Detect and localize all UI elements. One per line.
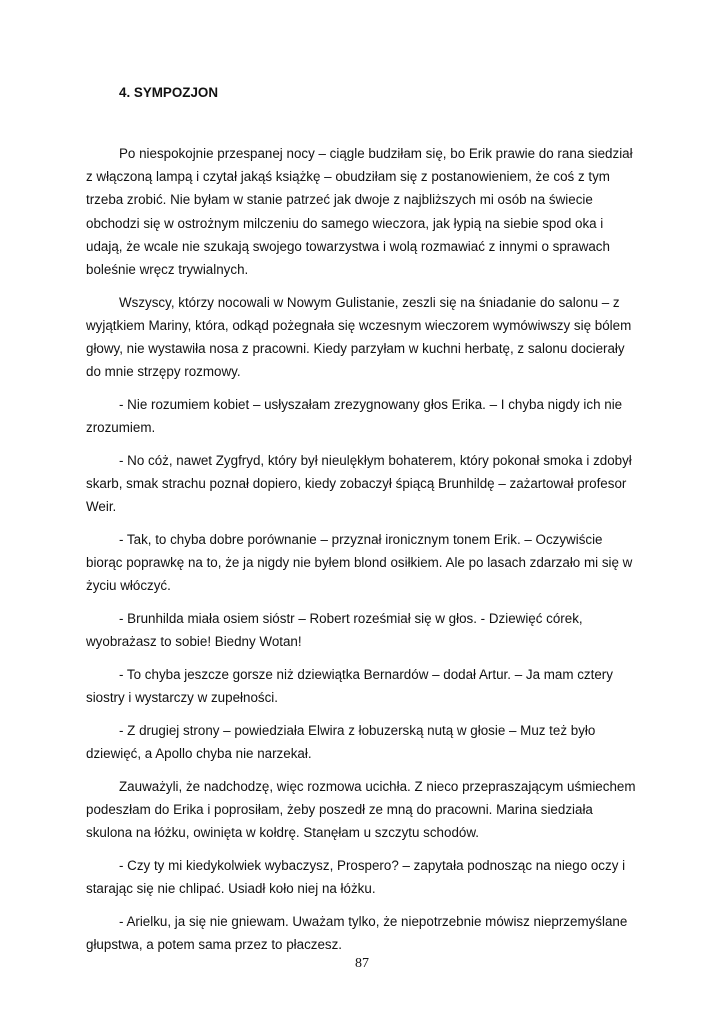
paragraph: - Z drugiej strony – powiedziała Elwira z łobuzerską nutą w głosie – Muz też było dziewięć, a Apollo chyba nie narzekał. <box>86 722 596 762</box>
paragraph: - Tak, to chyba dobre porównanie – przyznał ironicznym tonem Erik. – Oczywiście biorąc poprawkę na to, że ja nigdy nie byłem blond osiłkiem. Ale po lasach zdarzało mi się w życiu włóczyć. <box>86 532 633 594</box>
paragraph: - Arielku, ja się nie gniewam. Uważam tylko, że niepotrzebnie mówisz nieprzemyślane głupstwa, a potem sama przez to płaczesz. <box>86 913 628 953</box>
paragraph: - To chyba jeszcze gorsze niż dziewiątka Bernardów – dodał Artur. – Ja mam cztery siostry i wystarczy w zupełności. <box>86 667 613 706</box>
chapter-number: 4. <box>119 85 131 100</box>
paragraph: Wszyscy, którzy nocowali w Nowym Gulistanie, zeszli się na śniadanie do salonu – z wyjątkiem Mariny, która, odkąd pożegnała się wczesnym wieczorem wymówiwszy się bólem głowy, nie wystawiła nosa z pracowni. Kiedy parzyłam w kuchni herbatę, z salonu docierały do mnie strzępy rozmowy. <box>86 294 632 380</box>
body-text <box>86 142 638 966</box>
chapter-title: SYMPOZJON <box>133 85 218 100</box>
page-number: 87 <box>355 956 369 971</box>
paragraph: Po niespokojnie przespanej nocy – ciągle budziłam się, bo Erik prawie do rana siedział z włączoną lampą i czytał jakąś książkę – obudziłam się z postanowieniem, że coś z tym trzeba zrobić. Nie byłam w stanie patrzeć jak dwoje z najbliższych mi osób na świecie obchodzi się w ostrożnym milczeniu do samego wieczora, jak łypią na siebie spod oka i udają, że wcale nie szukają swojego towarzystwa i wolą rozmawiać z innymi o sprawach boleśnie wręcz trywialnych. <box>86 146 633 278</box>
paragraph: Zauważyli, że nadchodzę, więc rozmowa ucichła. Z nieco przepraszającym uśmiechem podeszłam do Erika i poprosiłam, żeby poszedł ze mną do pracowni. Marina siedziała skulona na łóżku, owinięta w kołdrę. Stanęłam u szczytu schodów. <box>86 778 636 841</box>
paragraph: - Nie rozumiem kobiet – usłyszałam zrezygnowany głos Erika. – I chyba nigdy ich nie zrozumiem. <box>86 397 623 436</box>
paragraph: - Czy ty mi kiedykolwiek wybaczysz, Prospero? – zapytała podnosząc na niego oczy i starając się nie chlipać. Usiadł koło niej na łóżku. <box>86 857 626 897</box>
paragraph: - No cóż, nawet Zygfryd, który był nieulękłym bohaterem, który pokonał smoka i zdobył skarb, smak strachu poznał dopiero, kiedy zobaczył śpiącą Brunhildę – zażartował profesor Weir. <box>86 452 632 515</box>
chapter-heading <box>119 84 218 102</box>
paragraph: - Brunhilda miała osiem sióstr – Robert roześmiał się w głos. - Dziewięć córek, wyobrażasz to sobie! Biedny Wotan! <box>86 611 583 650</box>
